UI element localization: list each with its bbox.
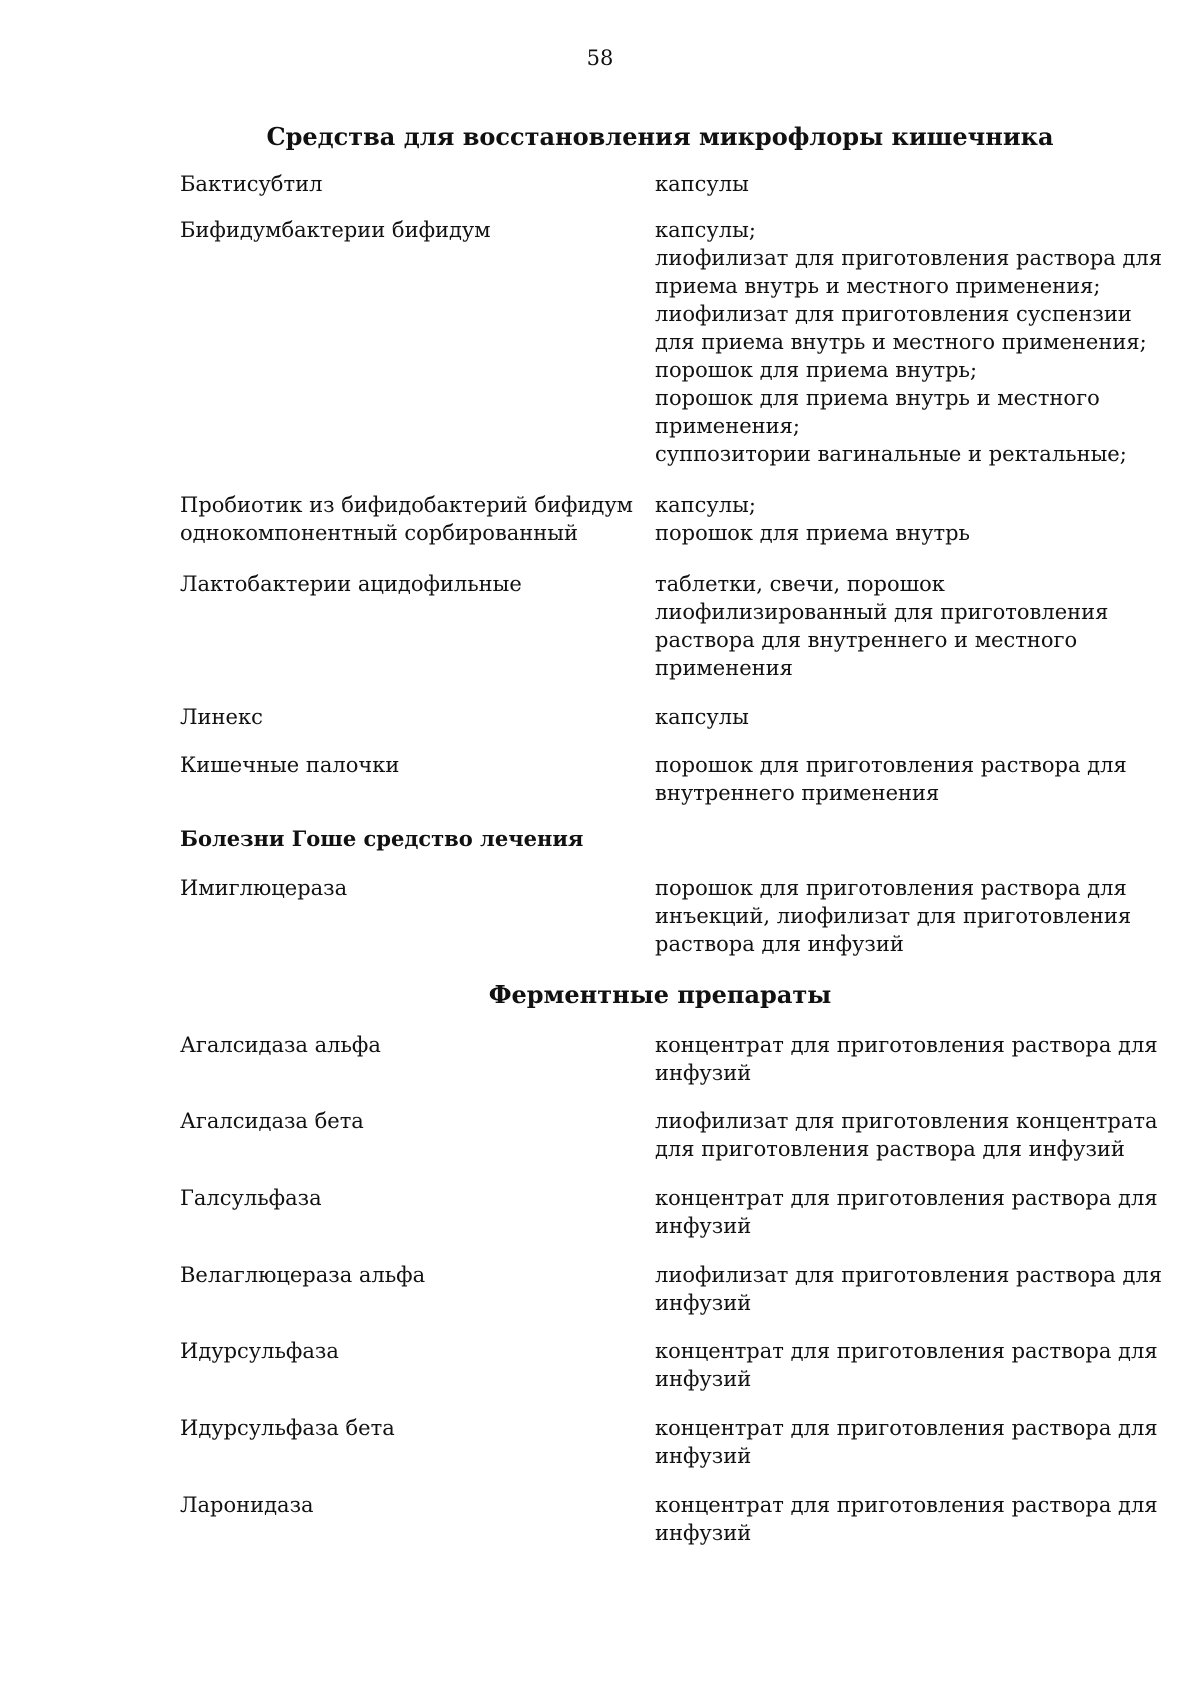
dosage-form-line: концентрат для приготовления раствора для [655,1339,1158,1363]
drug-name-line: Идурсульфаза бета [180,1416,395,1440]
dosage-forms [655,1107,1158,1163]
dosage-forms [655,170,1140,198]
dosage-form-line: приема внутрь и местного применения; [655,274,1101,298]
dosage-form-line: лиофилизат для приготовления раствора для [655,246,1163,270]
drug-name [180,170,620,198]
drug-name [180,1107,620,1135]
section-heading-enzymes: Ферментные препараты [488,980,832,1009]
section-heading-microflora: Средства для восстановления микрофлоры кишечника [266,122,1054,151]
dosage-form-line: инфузий [655,1214,752,1238]
drug-name-line: Идурсульфаза [180,1339,339,1363]
dosage-form-line: лиофилизат для приготовления концентрата [655,1109,1158,1133]
dosage-form-line: внутреннего применения [655,781,940,805]
dosage-forms [655,491,1140,547]
dosage-form-line: порошок для приема внутрь [655,521,970,545]
drug-name-line: Агалсидаза бета [180,1109,364,1133]
drug-name-line: Агалсидаза альфа [180,1033,381,1057]
drug-name [180,1491,620,1519]
dosage-form-line: концентрат для приготовления раствора для [655,1493,1158,1517]
drug-name [180,1414,620,1442]
dosage-forms [655,1261,1163,1317]
dosage-form-line: капсулы; [655,218,756,242]
dosage-form-line: капсулы; [655,493,756,517]
dosage-form-line: таблетки, свечи, порошок [655,572,945,596]
drug-name-line: Кишечные палочки [180,753,400,777]
dosage-form-line: применения [655,656,793,680]
dosage-form-line: концентрат для приготовления раствора для [655,1186,1158,1210]
dosage-form-line: капсулы [655,705,749,729]
dosage-form-line: инфузий [655,1061,752,1085]
drug-name-line: Велаглюцераза альфа [180,1263,426,1287]
drug-name [180,874,620,902]
dosage-form-line: суппозитории вагинальные и ректальные; [655,442,1127,466]
dosage-forms [655,1491,1158,1547]
dosage-form-line: инфузий [655,1521,752,1545]
drug-name-line: Галсульфаза [180,1186,322,1210]
dosage-form-line: для приготовления раствора для инфузий [655,1137,1125,1161]
dosage-forms [655,216,1163,468]
drug-name-line: Пробиотик из бифидобактерий бифидум [180,493,634,517]
dosage-form-line: лиофилизат для приготовления раствора для [655,1263,1163,1287]
drug-name [180,1261,620,1289]
drug-name-line: Ларонидаза [180,1493,314,1517]
drug-name [180,1337,620,1365]
drug-name [180,570,620,598]
drug-name [180,703,620,731]
drug-name [180,1031,620,1059]
dosage-form-line: для приема внутрь и местного применения; [655,330,1147,354]
drug-name [180,491,634,547]
dosage-form-line: раствора для инфузий [655,932,904,956]
section-heading-gaucher: Болезни Гоше средство лечения [180,826,584,851]
page-number: 58 [586,46,614,70]
dosage-forms [655,703,1140,731]
dosage-form-line: инфузий [655,1367,752,1391]
drug-name [180,751,620,779]
dosage-forms [655,1184,1158,1240]
dosage-forms [655,570,1140,682]
dosage-form-line: концентрат для приготовления раствора для [655,1033,1158,1057]
dosage-form-line: лиофилизат для приготовления суспензии [655,302,1132,326]
dosage-form-line: раствора для внутреннего и местного [655,628,1078,652]
dosage-form-line: лиофилизированный для приготовления [655,600,1109,624]
drug-name-line: однокомпонентный сорбированный [180,521,578,545]
dosage-form-line: инфузий [655,1291,752,1315]
drug-name-line: Бифидумбактерии бифидум [180,218,491,242]
drug-name-line: Линекс [180,705,263,729]
dosage-forms [655,1414,1158,1470]
dosage-form-line: порошок для приготовления раствора для [655,876,1127,900]
drug-name-line: Имиглюцераза [180,876,348,900]
dosage-form-line: концентрат для приготовления раствора для [655,1416,1158,1440]
dosage-form-line: инфузий [655,1444,752,1468]
drug-name-line: Бактисубтил [180,172,323,196]
dosage-forms [655,1337,1158,1393]
dosage-form-line: капсулы [655,172,749,196]
drug-name [180,216,620,244]
dosage-forms [655,874,1140,958]
drug-name [180,1184,620,1212]
drug-name-line: Лактобактерии ацидофильные [180,572,522,596]
dosage-forms [655,1031,1158,1087]
dosage-form-line: порошок для приема внутрь; [655,358,978,382]
dosage-form-line: применения; [655,414,800,438]
dosage-forms [655,751,1140,807]
dosage-form-line: порошок для приготовления раствора для [655,753,1127,777]
dosage-form-line: порошок для приема внутрь и местного [655,386,1100,410]
dosage-form-line: инъекций, лиофилизат для приготовления [655,904,1132,928]
